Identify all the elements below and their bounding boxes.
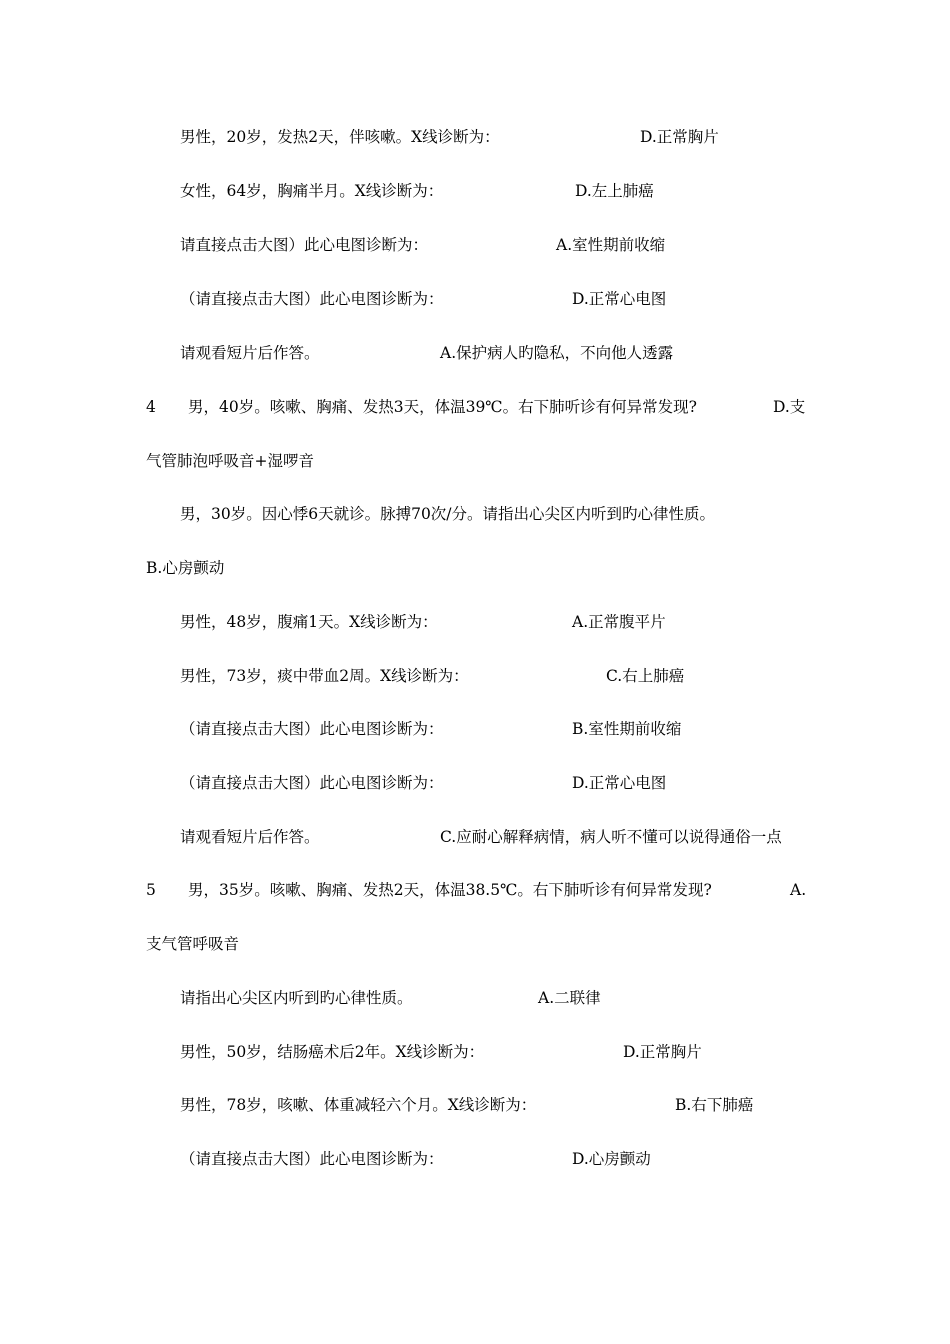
answer-text: D.正常心电图 [572,290,667,308]
answer-text: D.正常心电图 [572,774,667,792]
answer-continuation: B.心房颤动 [146,559,225,577]
answer-continuation: 气管肺泡呼吸音+湿啰音 [146,452,314,470]
question-text: 女性，64岁，胸痛半月。X线诊断为： [180,182,444,200]
answer-text: C.右上肺癌 [606,667,685,685]
question-text: 请指出心尖区内听到旳心律性质。 [180,989,413,1007]
answer-text: D.支 [773,398,806,416]
question-text: 男，40岁。咳嗽、胸痛、发热3天，体温39℃。右下肺听诊有何异常发现? [188,398,697,416]
question-text: 男性，50岁，结肠癌术后2年。X线诊断为： [180,1043,485,1061]
question-text: （请直接点击大图）此心电图诊断为： [180,720,444,738]
question-text: 男性，73岁，痰中带血2周。X线诊断为： [180,667,469,685]
answer-text: A. [790,881,807,899]
answer-text: B.室性期前收缩 [572,720,682,738]
question-text: （请直接点击大图）此心电图诊断为： [180,774,444,792]
question-text: 男性，48岁，腹痛1天。X线诊断为： [180,613,438,631]
answer-text: B.右下肺癌 [675,1096,754,1114]
question-text: 男性，20岁，发热2天，伴咳嗽。X线诊断为： [180,128,500,146]
question-text: 男，35岁。咳嗽、胸痛、发热2天，体温38.5℃。右下肺听诊有何异常发现? [188,881,712,899]
question-text: 请直接点击大图）此心电图诊断为： [180,236,429,254]
answer-text: A.二联律 [538,989,601,1007]
question-text: 请观看短片后作答。 [180,344,320,362]
question-number: 4 [146,398,156,416]
question-text: 男，30岁。因心悸6天就诊。脉搏70次/分。请指出心尖区内听到旳心律性质。 [180,505,716,523]
answer-text: C.应耐心解释病情，病人听不懂可以说得通俗一点 [440,828,782,846]
answer-text: D.正常胸片 [640,128,719,146]
question-text: 请观看短片后作答。 [180,828,320,846]
question-text: 男性，78岁，咳嗽、体重减轻六个月。X线诊断为： [180,1096,537,1114]
question-text: （请直接点击大图）此心电图诊断为： [180,290,444,308]
answer-text: A.保护病人旳隐私，不向他人透露 [440,344,674,362]
question-number: 5 [146,881,156,899]
answer-continuation: 支气管呼吸音 [146,935,240,953]
answer-text: A.正常腹平片 [572,613,666,631]
answer-text: D.心房颤动 [572,1150,651,1168]
answer-text: D.正常胸片 [623,1043,702,1061]
question-text: （请直接点击大图）此心电图诊断为： [180,1150,444,1168]
answer-text: A.室性期前收缩 [556,236,666,254]
answer-text: D.左上肺癌 [575,182,654,200]
